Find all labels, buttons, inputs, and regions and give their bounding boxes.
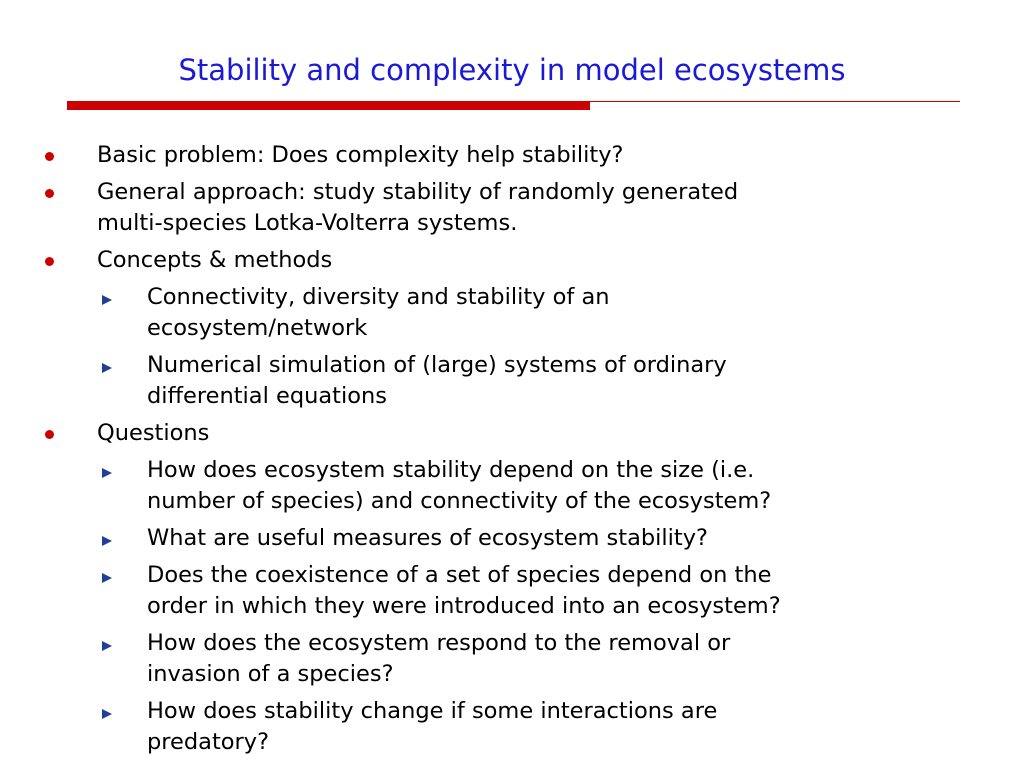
bullet-item	[0, 245, 1024, 276]
sub-bullet-text: What are useful measures of ecosystem stability?	[147, 525, 708, 551]
red-dot-bullet-icon	[45, 152, 54, 161]
title-underline-thick	[67, 101, 590, 110]
triangle-bullet-icon	[102, 468, 112, 478]
sub-bullet-text: differential equations	[147, 383, 387, 409]
triangle-bullet-icon	[102, 641, 112, 651]
sub-bullet-text: number of species) and connectivity of the ecosystem?	[147, 488, 772, 514]
bullet-text: Questions	[97, 420, 210, 446]
red-dot-bullet-icon	[45, 257, 54, 266]
red-dot-bullet-icon	[45, 189, 54, 198]
sub-bullet-item	[0, 560, 1024, 622]
bullet-list	[0, 140, 1024, 764]
triangle-bullet-icon	[102, 709, 112, 719]
bullet-item	[0, 140, 1024, 171]
sub-bullet-item	[0, 455, 1024, 517]
sub-bullet-item	[0, 523, 1024, 554]
triangle-bullet-icon	[102, 363, 112, 373]
sub-bullet-text: predatory?	[147, 729, 270, 755]
bullet-text: General approach: study stability of randomly generated	[97, 179, 739, 205]
sub-bullet-text: How does ecosystem stability depend on the size (i.e.	[147, 457, 755, 483]
sub-bullet-item	[0, 350, 1024, 412]
sub-bullet-item	[0, 628, 1024, 690]
sub-bullet-text: How does the ecosystem respond to the removal or	[147, 630, 731, 656]
bullet-text: Concepts & methods	[97, 247, 333, 273]
red-dot-bullet-icon	[45, 430, 54, 439]
sub-bullet-text: ecosystem/network	[147, 315, 368, 341]
triangle-bullet-icon	[102, 573, 112, 583]
sub-bullet-text: invasion of a species?	[147, 661, 394, 687]
bullet-text: Basic problem: Does complexity help stability?	[97, 142, 624, 168]
bullet-text: multi-species Lotka-Volterra systems.	[97, 210, 518, 236]
bullet-item	[0, 418, 1024, 449]
sub-bullet-text: Numerical simulation of (large) systems of ordinary	[147, 352, 727, 378]
triangle-bullet-icon	[102, 295, 112, 305]
triangle-bullet-icon	[102, 536, 112, 546]
sub-bullet-text: Connectivity, diversity and stability of an	[147, 284, 610, 310]
sub-bullet-item	[0, 696, 1024, 758]
sub-bullet-item	[0, 282, 1024, 344]
sub-bullet-text: Does the coexistence of a set of species depend on the	[147, 562, 772, 588]
title-underline-thin	[590, 101, 960, 102]
sub-bullet-text: order in which they were introduced into an ecosystem?	[147, 593, 781, 619]
bullet-item	[0, 177, 1024, 239]
slide-title: Stability and complexity in model ecosystems	[178, 53, 846, 87]
sub-bullet-text: How does stability change if some interactions are	[147, 698, 718, 724]
